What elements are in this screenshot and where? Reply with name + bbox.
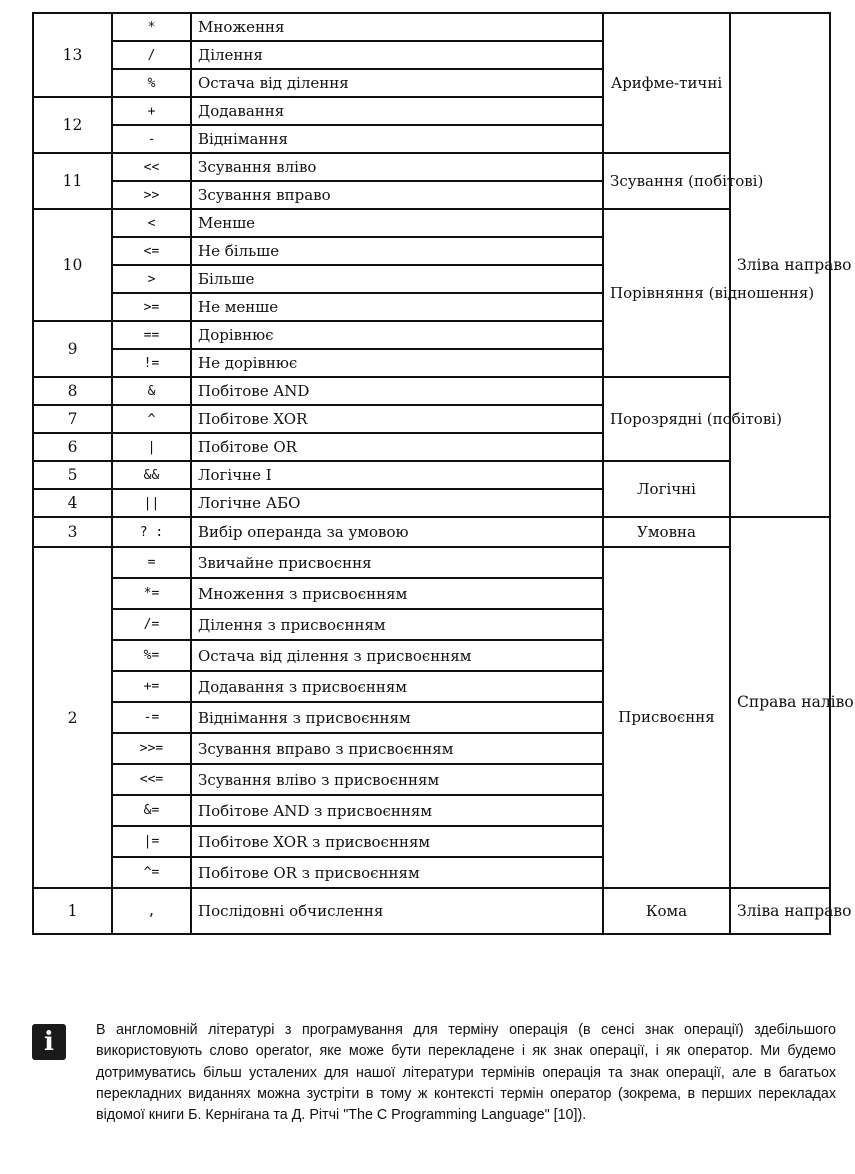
operator-symbol: & [112, 377, 191, 405]
operator-description: Побітове AND [191, 377, 603, 405]
operator-symbol: |= [112, 826, 191, 857]
group-cell: Арифме-тичні [603, 13, 730, 153]
group-cell: Умовна [603, 517, 730, 547]
operator-symbol: >> [112, 181, 191, 209]
operator-description: Логічне І [191, 461, 603, 489]
operator-symbol: >= [112, 293, 191, 321]
operator-symbol: && [112, 461, 191, 489]
operator-description: Додавання [191, 97, 603, 125]
operator-description: Додавання з присвоєнням [191, 671, 603, 702]
operator-description: Побітове XOR з присвоєнням [191, 826, 603, 857]
operator-description: Остача від ділення [191, 69, 603, 97]
operator-description: Множення [191, 13, 603, 41]
priority-cell: 2 [33, 547, 112, 888]
priority-cell: 1 [33, 888, 112, 934]
associativity-cell: Зліва направо [730, 888, 830, 934]
operator-description: Ділення з присвоєнням [191, 609, 603, 640]
operator-description: Побітове AND з присвоєнням [191, 795, 603, 826]
priority-cell: 12 [33, 97, 112, 153]
table-row [33, 13, 830, 41]
associativity-cell: Справа наліво [730, 517, 830, 888]
operator-description: Зсування вліво з присвоєнням [191, 764, 603, 795]
operator-description: Не більше [191, 237, 603, 265]
group-cell: Присвоєння [603, 547, 730, 888]
operator-description: Послідовні обчислення [191, 888, 603, 934]
operator-symbol: != [112, 349, 191, 377]
operator-description: Більше [191, 265, 603, 293]
operator-description: Віднімання [191, 125, 603, 153]
operator-description: Зсування вправо з присвоєнням [191, 733, 603, 764]
group-cell: Зсування (побітові) [603, 153, 730, 209]
operator-symbol: > [112, 265, 191, 293]
operator-description: Зсування вправо [191, 181, 603, 209]
table-row [33, 153, 830, 181]
group-cell: Кома [603, 888, 730, 934]
operator-description: Менше [191, 209, 603, 237]
table-row [33, 377, 830, 405]
operator-symbol: * [112, 13, 191, 41]
operator-symbol: << [112, 153, 191, 181]
group-cell: Порозрядні (побітові) [603, 377, 730, 461]
table-row [33, 461, 830, 489]
operator-description: Ділення [191, 41, 603, 69]
table-row [33, 517, 830, 547]
operator-description: Множення з присвоєнням [191, 578, 603, 609]
operator-symbol: % [112, 69, 191, 97]
operator-description: Не дорівнює [191, 349, 603, 377]
operator-description: Побітове OR з присвоєнням [191, 857, 603, 888]
operator-description: Остача від ділення з присвоєнням [191, 640, 603, 671]
operator-symbol: == [112, 321, 191, 349]
operator-description: Побітове OR [191, 433, 603, 461]
operator-symbol: + [112, 97, 191, 125]
operator-symbol: %= [112, 640, 191, 671]
operator-description: Побітове XOR [191, 405, 603, 433]
operator-description: Вибір операнда за умовою [191, 517, 603, 547]
priority-cell: 11 [33, 153, 112, 209]
priority-cell: 10 [33, 209, 112, 321]
priority-cell: 5 [33, 461, 112, 489]
operator-symbol: -= [112, 702, 191, 733]
operator-symbol: <<= [112, 764, 191, 795]
operator-description: Зсування вліво [191, 153, 603, 181]
operator-symbol: += [112, 671, 191, 702]
operator-description: Логічне АБО [191, 489, 603, 517]
operator-symbol: , [112, 888, 191, 934]
operator-description: Не менше [191, 293, 603, 321]
operator-symbol: || [112, 489, 191, 517]
operator-symbol: < [112, 209, 191, 237]
priority-cell: 4 [33, 489, 112, 517]
group-cell: Порівняння (відношення) [603, 209, 730, 377]
table-row [33, 547, 830, 578]
group-cell: Логічні [603, 461, 730, 517]
operator-symbol: ^= [112, 857, 191, 888]
table-row [33, 888, 830, 934]
priority-cell: 7 [33, 405, 112, 433]
operator-symbol: = [112, 547, 191, 578]
operator-symbol: | [112, 433, 191, 461]
table-row [33, 209, 830, 237]
operator-symbol: >>= [112, 733, 191, 764]
priority-cell: 9 [33, 321, 112, 377]
operator-symbol: - [112, 125, 191, 153]
operator-symbol: *= [112, 578, 191, 609]
operator-symbol: &= [112, 795, 191, 826]
operator-symbol: ^ [112, 405, 191, 433]
operator-description: Дорівнює [191, 321, 603, 349]
priority-cell: 8 [33, 377, 112, 405]
operator-precedence-table [32, 12, 854, 935]
associativity-cell: Зліва направо [730, 13, 830, 517]
priority-cell: 13 [33, 13, 112, 97]
operator-description: Звичайне присвоєння [191, 547, 603, 578]
operator-symbol: <= [112, 237, 191, 265]
operator-description: Віднімання з присвоєнням [191, 702, 603, 733]
operator-symbol: /= [112, 609, 191, 640]
operator-symbol: ? : [112, 517, 191, 547]
operator-symbol: / [112, 41, 191, 69]
priority-cell: 3 [33, 517, 112, 547]
info-icon: i [32, 1024, 66, 1060]
priority-cell: 6 [33, 433, 112, 461]
note-text: В англомовній літературі з програмування для терміну операція (в сенсі знак операції) здебільшого використовують слово operator, яке може бути перекладене і як знак операції, і як оператор. Ми будемо дотримуватись більш усталених для нашої літератури термінів операція та знак операції, але в багатьох перекладних виданнях можна зустріти в тому ж контексті термін оператор (зокрема, в перших перекладах відомої книги Б. Кернігана та Д. Рітчі "The C Programming Language" [10]). [96, 1022, 836, 1124]
